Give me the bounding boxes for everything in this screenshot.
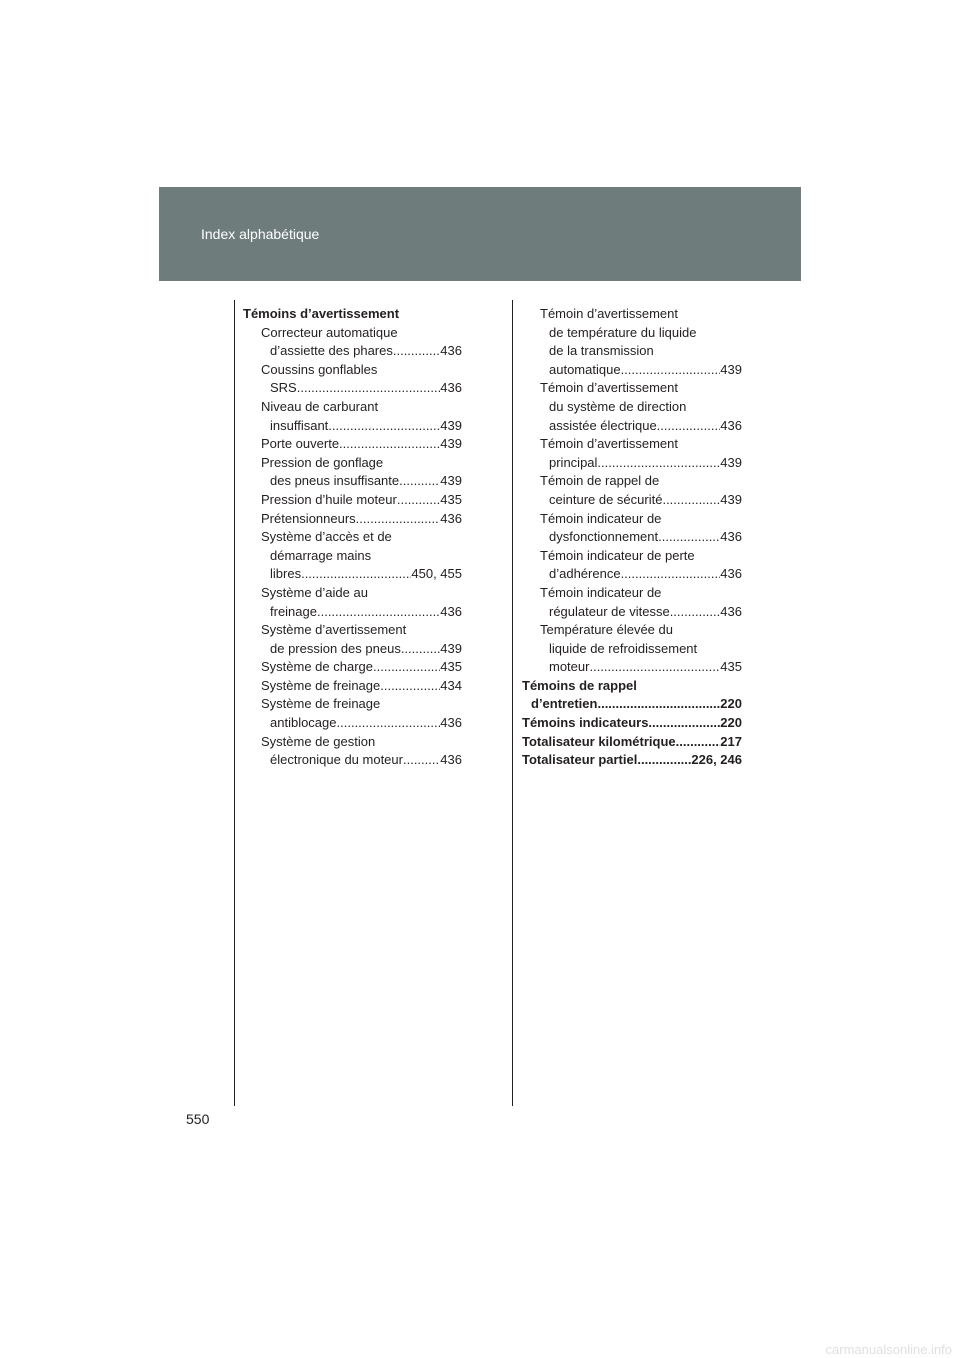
index-entry: Système de charge ..... 435	[243, 658, 462, 677]
index-entry: dysfonctionnement ..... 436	[522, 528, 742, 547]
page-ref: 436	[440, 752, 462, 768]
column-divider-middle	[512, 300, 513, 1106]
page-ref: 226, 246	[691, 752, 742, 768]
leader-dots	[397, 491, 440, 510]
page-ref: 435	[440, 659, 462, 675]
leader-dots	[658, 528, 720, 547]
index-entry-line: Niveau de carburant	[261, 398, 379, 414]
index-entry-line: Système d’avertissement	[261, 622, 407, 638]
index-entry: Totalisateur partiel ..... 226, 246	[522, 751, 742, 770]
index-entry-line: Système de freinage	[261, 696, 381, 712]
leader-dots	[657, 417, 721, 436]
index-entry: des pneus insuffisante ..... 439	[243, 472, 462, 491]
index-entry: antiblocage ..... 436	[243, 714, 462, 733]
leader-dots	[399, 472, 440, 491]
page-ref: 439	[440, 436, 462, 452]
index-entry-line: Témoin d’avertissement	[540, 306, 678, 321]
leader-dots	[589, 658, 720, 677]
page-ref: 439	[720, 361, 742, 377]
index-entry: Prétensionneurs ..... 436	[243, 510, 462, 529]
index-entry-line: du système de direction	[549, 398, 687, 414]
index-entry-line: Témoin d’avertissement	[540, 436, 678, 452]
leader-dots	[373, 658, 440, 677]
index-entry-line: Système de gestion	[261, 733, 376, 749]
leader-dots	[393, 342, 440, 361]
page-ref: 220	[720, 715, 742, 731]
index-entry: freinage ..... 436	[243, 603, 462, 622]
index-entry: principal ..... 439	[522, 454, 742, 473]
page-ref: 435	[440, 491, 462, 507]
leader-dots	[297, 379, 441, 398]
leader-dots	[597, 454, 720, 473]
page-ref: 439	[440, 473, 462, 489]
index-entry-line: Coussins gonflables	[261, 361, 378, 377]
index-entry: d’assiette des phares ..... 436	[243, 342, 462, 361]
leader-dots	[339, 435, 440, 454]
index-entry-line: Température élevée du	[540, 622, 673, 638]
page-ref: 436	[440, 715, 462, 731]
index-entry: Système de freinage ..... 434	[243, 677, 462, 696]
index-entry: Témoins indicateurs ..... 220	[522, 714, 742, 733]
header-band	[159, 187, 801, 281]
leader-dots	[337, 714, 441, 733]
leader-dots	[662, 491, 720, 510]
index-heading: Témoins de rappel	[522, 677, 637, 693]
page-ref: 217	[720, 733, 742, 749]
page-ref: 436	[720, 417, 742, 433]
index-entry-line: liquide de refroidissement	[549, 640, 698, 656]
leader-dots	[380, 677, 440, 696]
index-entry: SRS ..... 436	[243, 379, 462, 398]
leader-dots	[403, 751, 440, 770]
leader-dots	[676, 733, 721, 752]
section-title: Index alphabétique	[201, 226, 320, 242]
index-entry-line: Témoin de rappel de	[540, 473, 660, 489]
index-entry: automatique ..... 439	[522, 361, 742, 380]
page-ref: 436	[720, 529, 742, 545]
index-entry: moteur ..... 435	[522, 658, 742, 677]
column-divider-left	[234, 300, 235, 1106]
index-entry: Totalisateur kilométrique ..... 217	[522, 733, 742, 752]
index-entry-line: Témoin d’avertissement	[540, 380, 678, 396]
page-ref: 220	[720, 696, 742, 712]
page-ref: 439	[720, 454, 742, 470]
leader-dots	[621, 565, 721, 584]
index-entry: électronique du moteur ..... 436	[243, 751, 462, 770]
index-entry: Pression d’huile moteur ..... 435	[243, 491, 462, 510]
index-entry-line: Système d’accès et de	[261, 529, 392, 545]
leader-dots	[328, 417, 440, 436]
index-entry: de pression des pneus ..... 439	[243, 640, 462, 659]
leader-dots	[401, 640, 440, 659]
index-entry-line: Pression de gonflage	[261, 454, 384, 470]
index-entry-line: de la transmission	[549, 343, 654, 359]
index-heading: Témoins d’avertissement	[243, 306, 400, 321]
leader-dots	[648, 714, 720, 733]
page-ref: 439	[440, 417, 462, 433]
index-entry-line: démarrage mains	[270, 547, 372, 563]
index-entry: Porte ouverte ..... 439	[243, 435, 462, 454]
index-entry: d’entretien ..... 220	[522, 695, 742, 714]
index-entry-line: de température du liquide	[549, 324, 697, 340]
index-entry: libres ..... 450, 455	[243, 565, 462, 584]
leader-dots	[670, 603, 721, 622]
page-ref: 436	[440, 343, 462, 359]
leader-dots	[621, 361, 721, 380]
index-column-2	[522, 305, 742, 770]
index-entry: ceinture de sécurité ..... 439	[522, 491, 742, 510]
page-ref: 436	[440, 603, 462, 619]
leader-dots	[597, 695, 720, 714]
index-entry: d’adhérence ..... 436	[522, 565, 742, 584]
index-entry: régulateur de vitesse ..... 436	[522, 603, 742, 622]
page-ref: 436	[440, 510, 462, 526]
index-entry-line: Témoin indicateur de	[540, 584, 662, 600]
leader-dots	[301, 565, 411, 584]
index-column-1	[243, 305, 462, 770]
index-entry-line: Système d’aide au	[261, 584, 368, 600]
page-ref: 439	[440, 640, 462, 656]
page-ref: 436	[720, 603, 742, 619]
page-ref: 436	[440, 380, 462, 396]
index-entry-line: Témoin indicateur de perte	[540, 547, 695, 563]
leader-dots	[317, 603, 440, 622]
index-entry-line: Témoin indicateur de	[540, 510, 662, 526]
index-entry: assistée électrique ..... 436	[522, 417, 742, 436]
index-entry: insuffisant ..... 439	[243, 417, 462, 436]
leader-dots	[356, 510, 441, 529]
page-ref: 450, 455	[411, 566, 462, 582]
watermark: carmanualsonline.info	[825, 1342, 952, 1357]
index-entry-line: Correcteur automatique	[261, 324, 398, 340]
page-ref: 435	[720, 659, 742, 675]
page-ref: 434	[440, 677, 462, 693]
leader-dots	[637, 751, 691, 770]
page-ref: 439	[720, 491, 742, 507]
page-ref: 436	[720, 566, 742, 582]
page-number: 550	[186, 1111, 210, 1127]
